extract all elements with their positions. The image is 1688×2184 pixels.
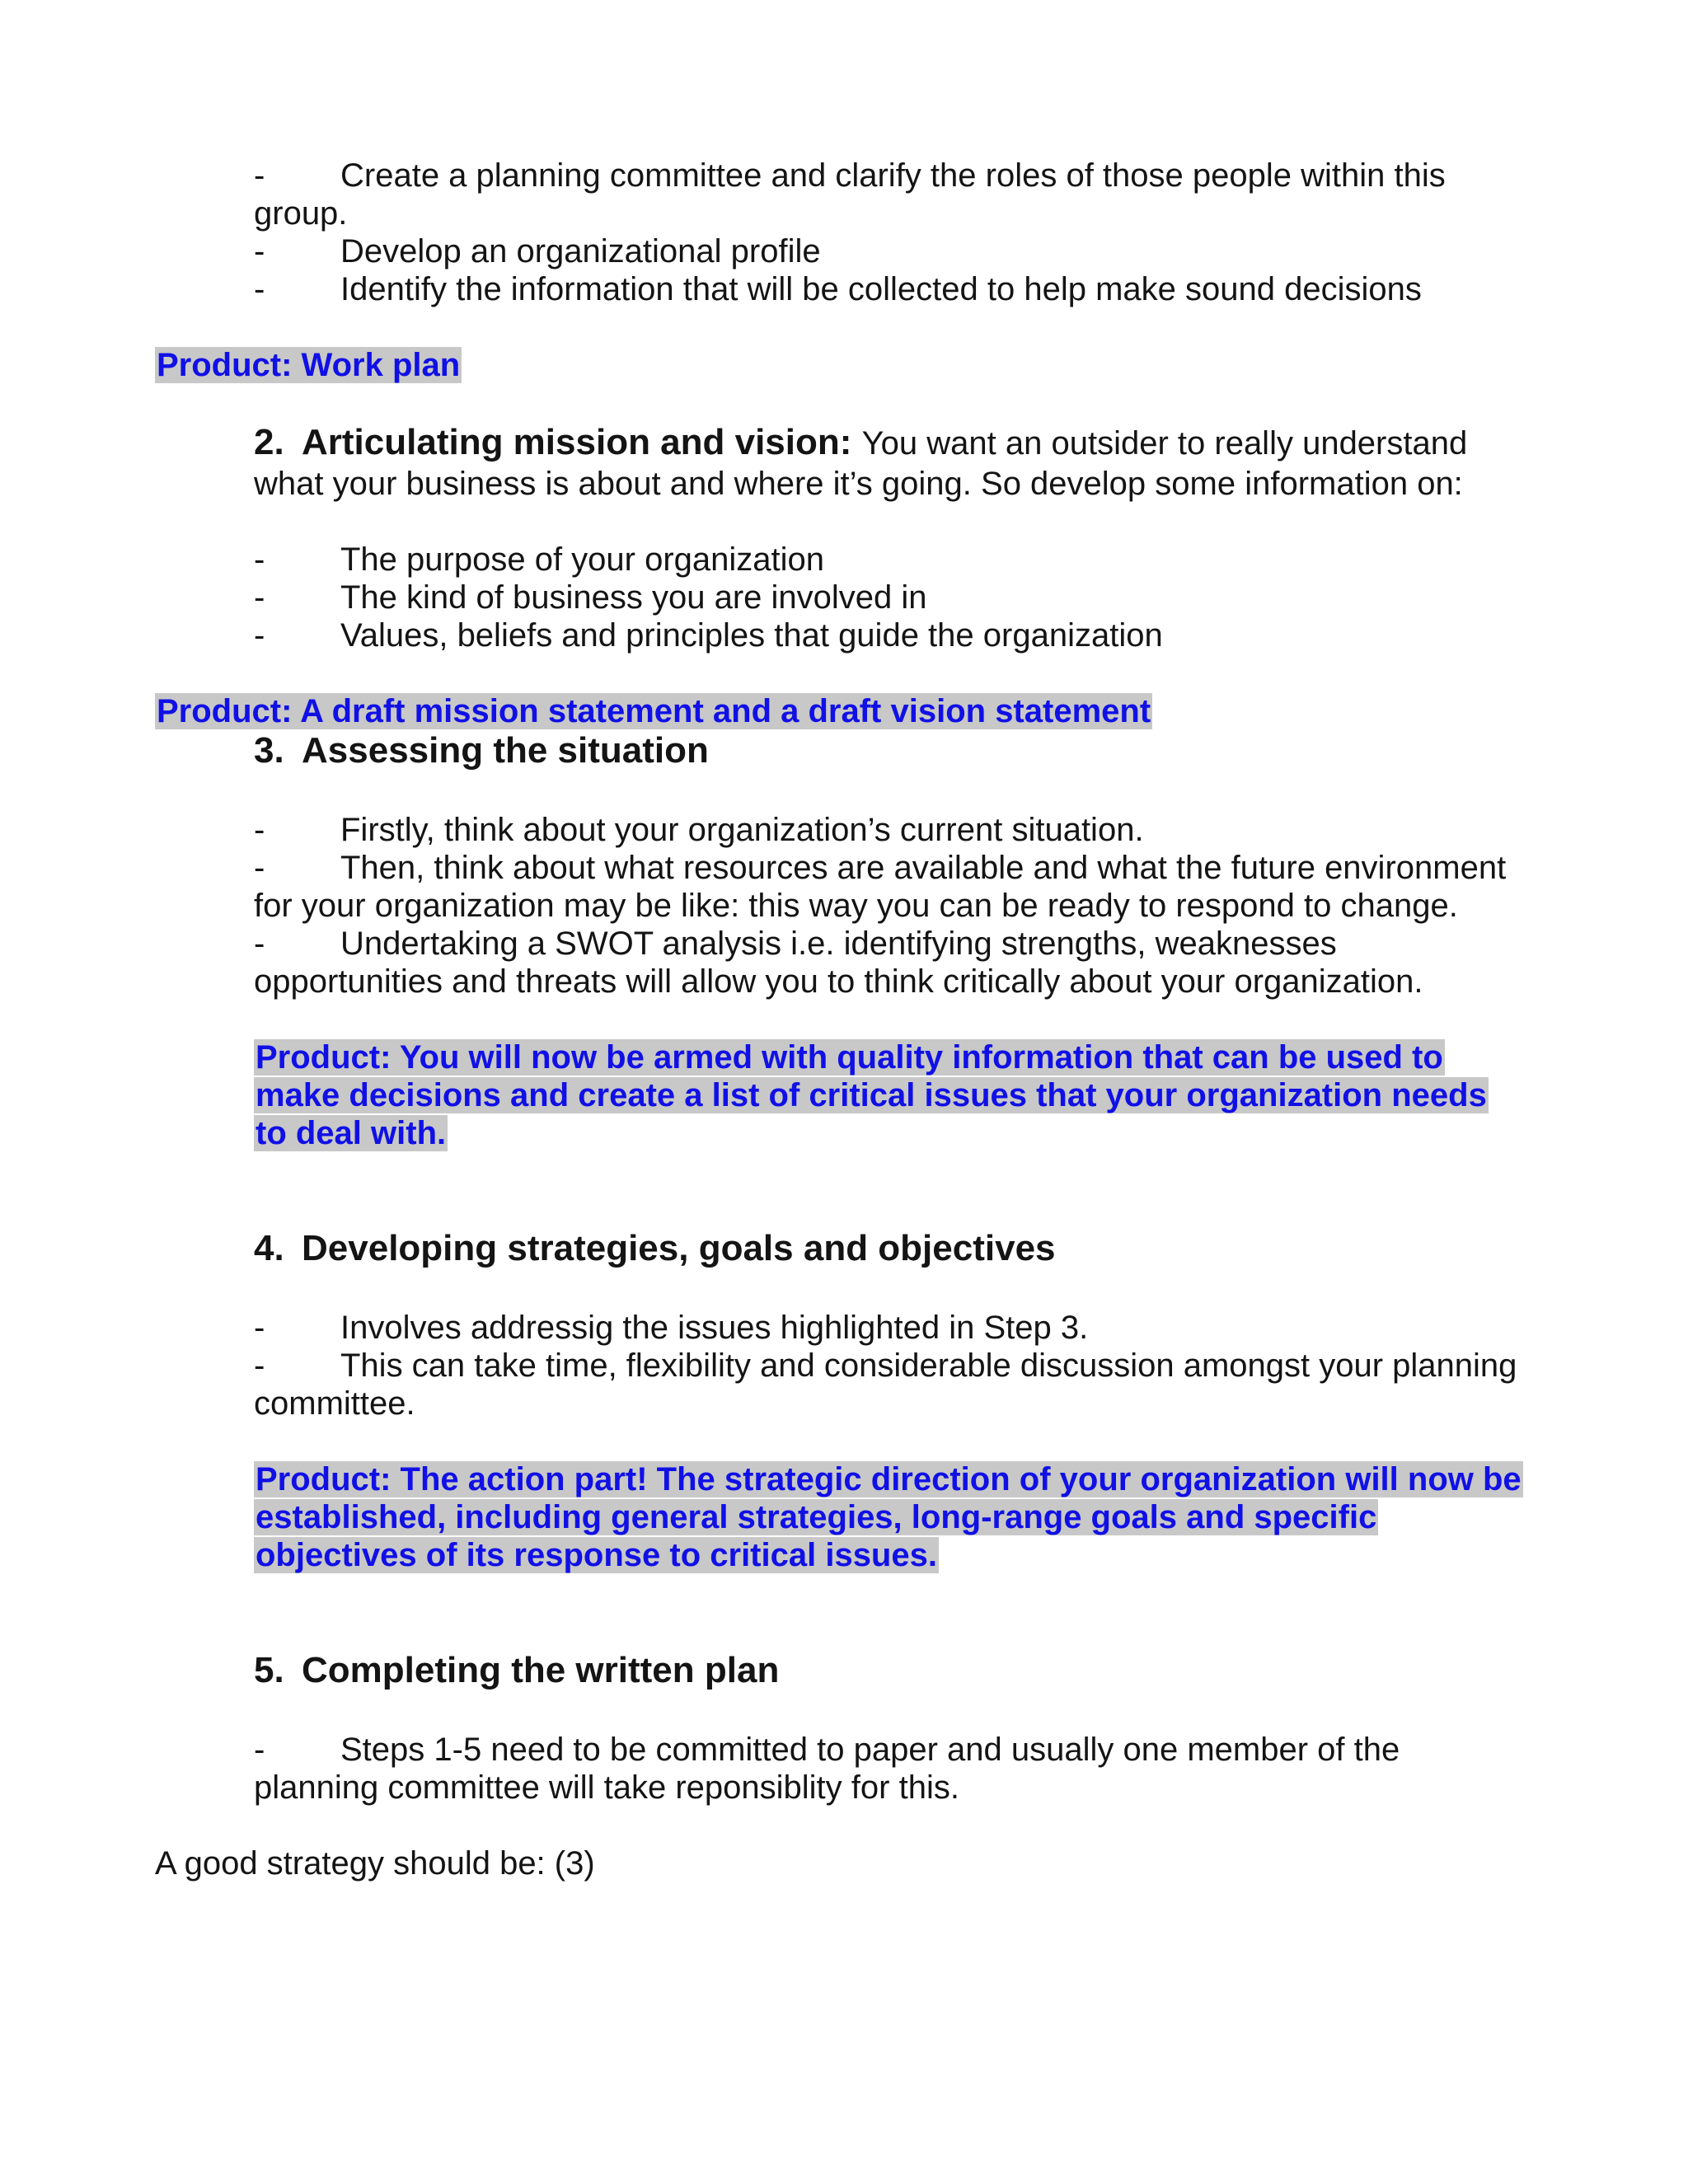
bullet-text: Identify the information that will be collected to help make sound decisions [340,271,1422,307]
bullet-dash: - [254,926,265,962]
product-highlight: objectives of its response to critical issues. [256,1537,937,1573]
bullet-dash: - [254,1347,265,1384]
bullet-dash: - [254,850,265,886]
product-highlight: established, including general strategies, long-range goals and specific [256,1499,1377,1535]
bullet-dash: - [254,812,265,848]
step-number: 4. [254,1228,284,1268]
bullet-continuation: group. [254,195,348,232]
bullet-text: Firstly, think about your organization’s current situation. [340,812,1144,848]
bullet-dash: - [254,1732,265,1768]
product-highlight: to deal with. [256,1115,447,1151]
step-3-heading [254,730,709,771]
bullet-text: Create a planning committee and clarify the roles of those people within this [340,157,1446,194]
bullet-continuation: for your organization may be like: this way you can be ready to respond to change. [254,888,1458,924]
step-intro: You want an outsider to really understand [861,425,1468,462]
bullet-dash: - [254,271,265,307]
bullet-text: The kind of business you are involved in [340,579,927,616]
bullet-continuation: opportunities and threats will allow you to think critically about your organization. [254,963,1423,1000]
bullet-continuation: committee. [254,1385,415,1422]
step-title: Developing strategies, goals and objectives [302,1228,1056,1268]
product-highlight: make decisions and create a list of critical issues that your organization needs [256,1077,1487,1113]
step-intro-continued: what your business is about and where it’s going. So develop some information on: [254,466,1463,502]
product-action-line-3 [254,1536,939,1574]
product-mission-vision [155,692,1152,730]
bullet-text: Develop an organizational profile [340,233,821,269]
bullet-dash: - [254,579,265,616]
product-quality-info-line-3 [254,1114,448,1152]
product-highlight: Product: A draft mission statement and a draft vision statement [157,693,1151,729]
product-highlight: Product: You will now be armed with quality information that can be used to [256,1039,1443,1076]
bullet-dash: - [254,157,265,194]
bullet-text: Values, beliefs and principles that guide the organization [340,617,1163,654]
product-quality-info-line-2 [254,1076,1489,1114]
step-2-heading [254,422,1467,464]
step-number: 3. [254,730,284,771]
bullet-dash: - [254,1310,265,1346]
product-highlight: Product: Work plan [157,347,461,383]
step-title: Assessing the situation [302,730,709,771]
step-number: 5. [254,1650,284,1690]
bullet-text: Undertaking a SWOT analysis i.e. identifying strengths, weaknesses [340,926,1337,962]
step-title: Completing the written plan [302,1650,780,1690]
step-4-heading [254,1228,1056,1269]
bullet-text: Involves addressig the issues highlighted in Step 3. [340,1310,1089,1346]
closing-line: A good strategy should be: (3) [155,1845,595,1882]
bullet-dash: - [254,617,265,654]
bullet-text: This can take time, flexibility and considerable discussion amongst your planning [340,1347,1517,1384]
product-highlight: Product: The action part! The strategic direction of your organization will now be [256,1461,1522,1497]
bullet-text: Then, think about what resources are available and what the future environment [340,850,1507,886]
bullet-dash: - [254,233,265,269]
product-action-line-1 [254,1460,1523,1498]
step-number: 2. [254,422,284,462]
step-title: Articulating mission and vision: [302,422,852,462]
product-work-plan [155,346,462,384]
bullet-continuation: planning committee will take reponsiblity for this. [254,1769,959,1806]
product-action-line-2 [254,1498,1378,1536]
product-quality-info-line-1 [254,1038,1445,1076]
bullet-dash: - [254,541,265,578]
step-5-heading [254,1650,779,1691]
bullet-text: Steps 1-5 need to be committed to paper and usually one member of the [340,1732,1400,1768]
bullet-text: The purpose of your organization [340,541,825,578]
